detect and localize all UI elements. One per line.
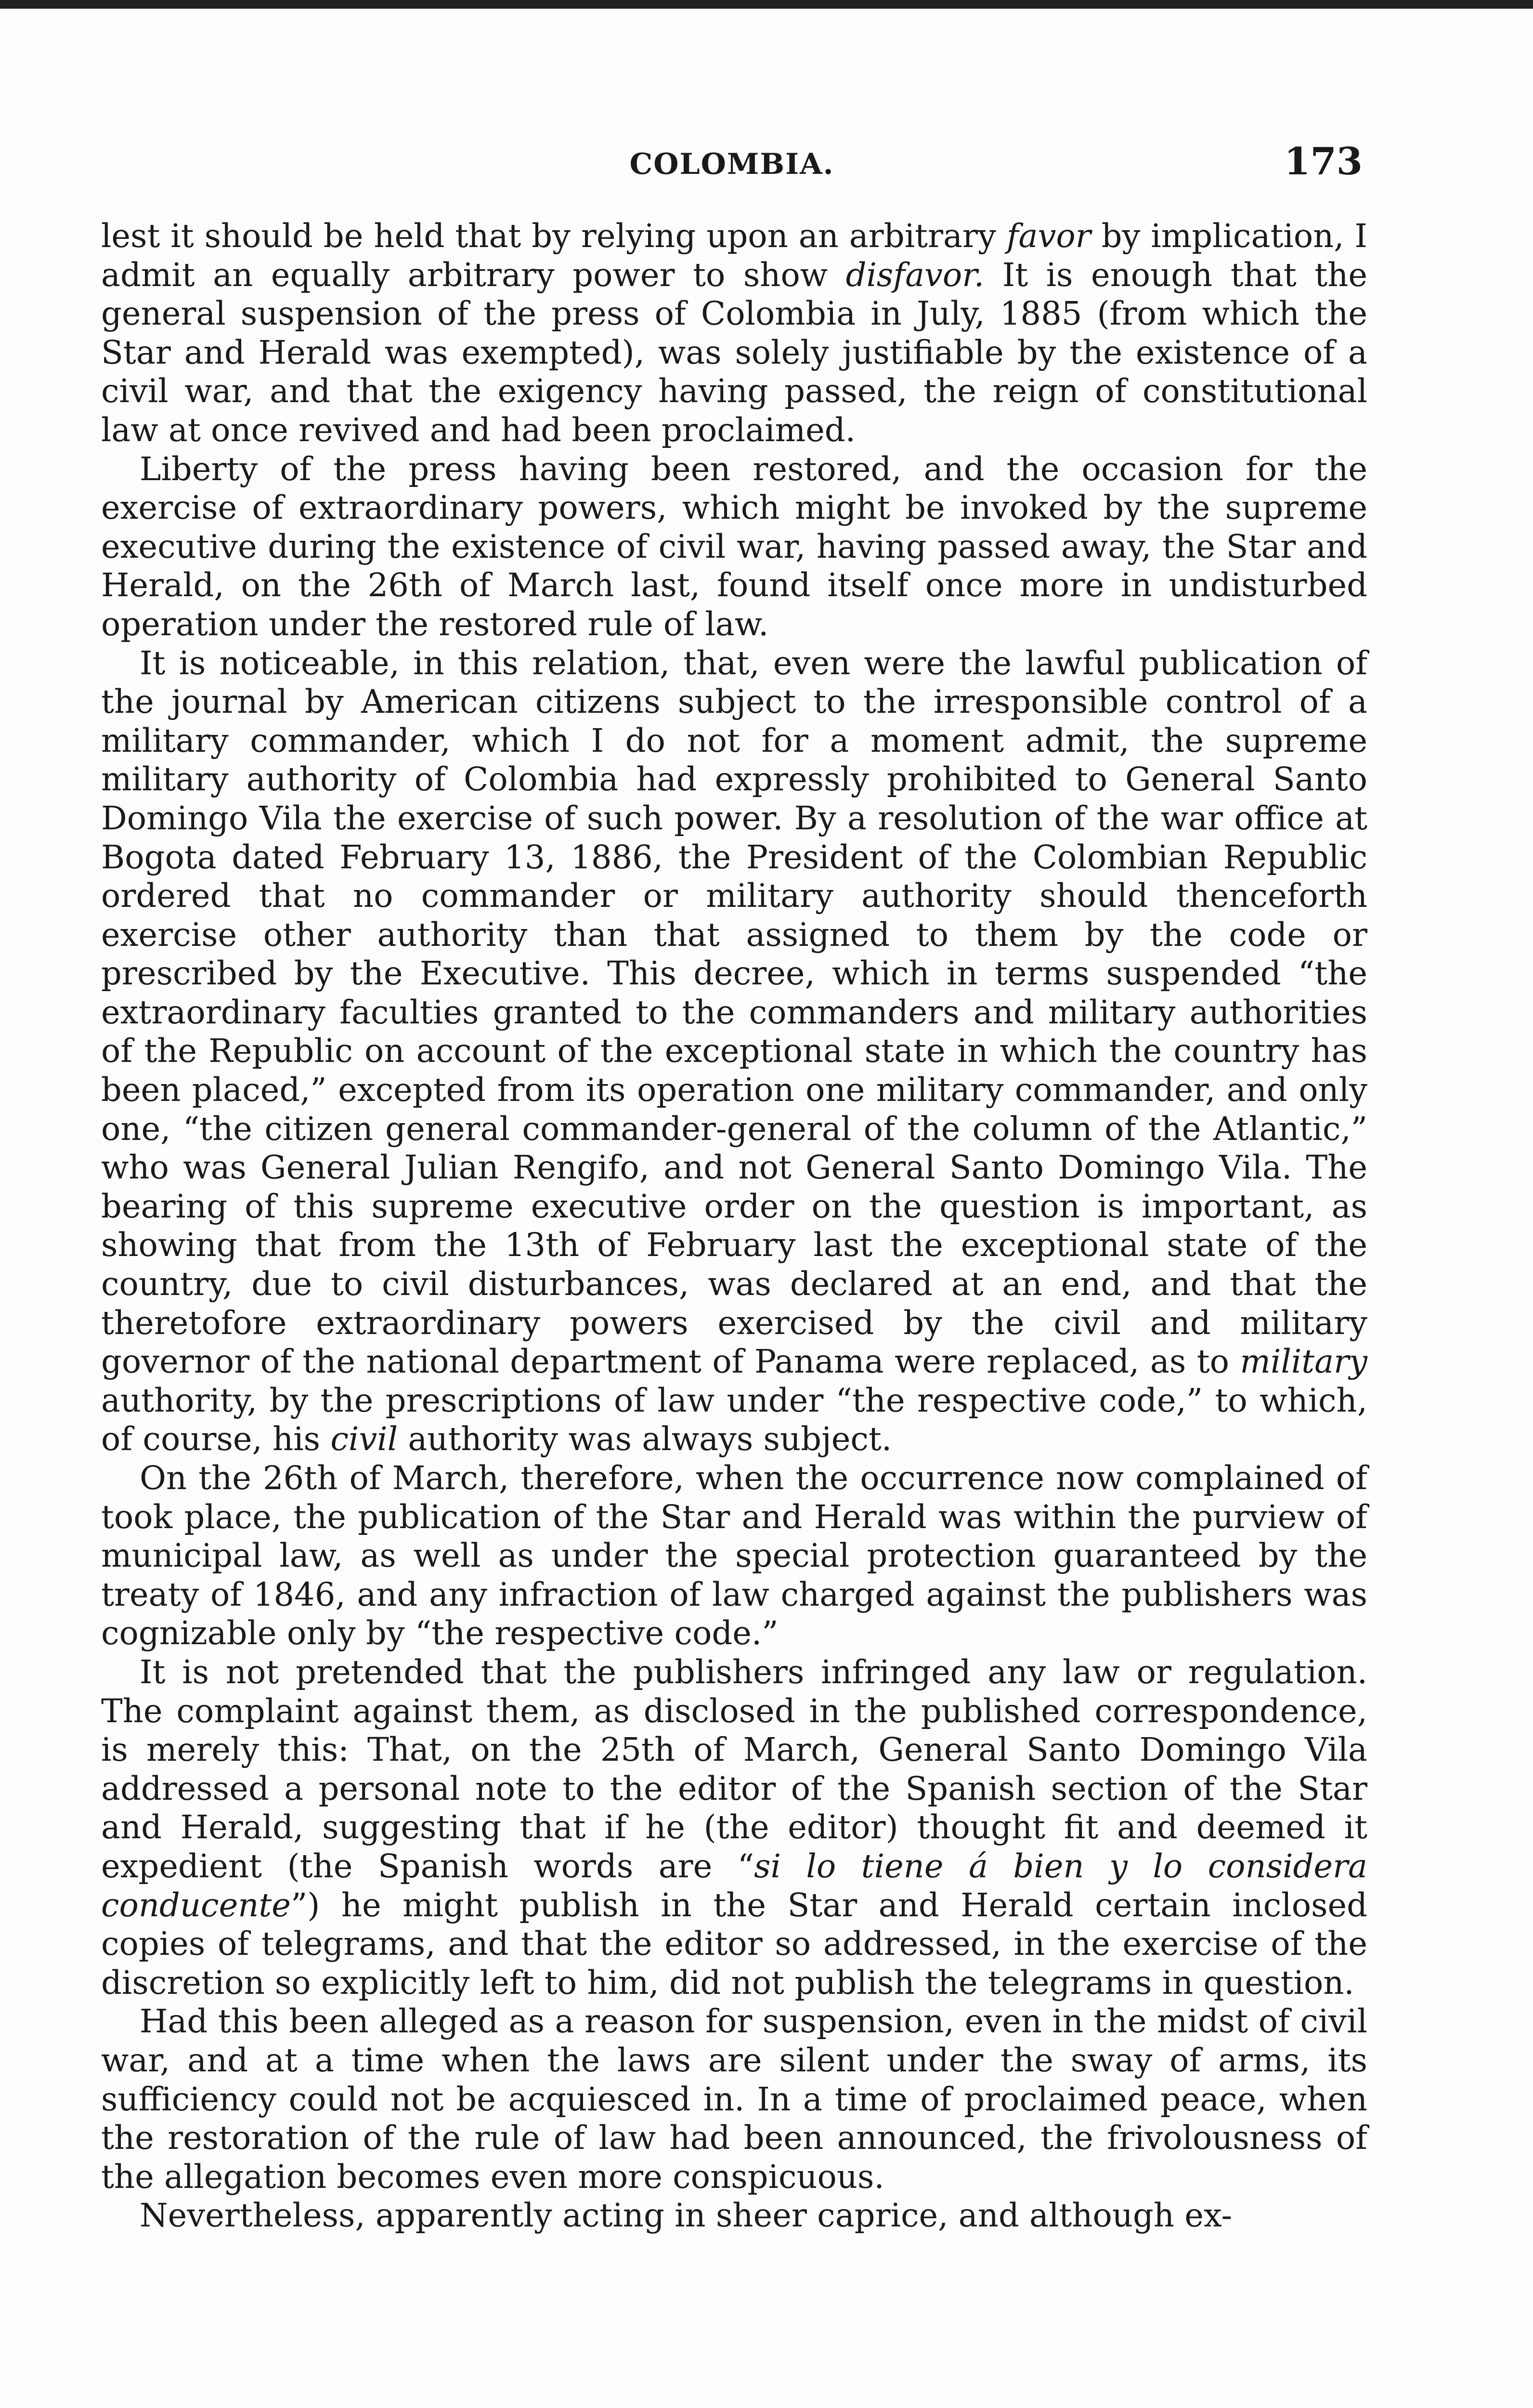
page-number: 173 (1284, 140, 1363, 183)
text-run: On the 26th of March, therefore, when the occurrence now complained of took place, the publication of the Star and Herald was within the purview of municipal law, as well as under the special protection guaranteed by the treaty of 1846, and any infraction of law charged against the publishers was cognizable only by “the respective code.” (101, 1459, 1367, 1652)
text-run: lest it should be held that by relying upon an arbitrary (101, 217, 1007, 255)
text-run: by implication, I admit an equally arbitrary power to show (101, 217, 1367, 294)
paragraph-5 (101, 1653, 1367, 2002)
paragraph-4 (101, 1459, 1367, 1653)
paragraph-7 (101, 2196, 1367, 2235)
page-header (101, 140, 1363, 193)
text-run: Had this been alleged as a reason for suspension, even in the midst of civil war, and at a time when the laws are silent under the sway of arms, its sufficiency could not be acquiesced in. In a time of proclaimed peace, when the restoration of the rule of law had been announced, the frivolousness of the allegation becomes even more conspicuous. (101, 2002, 1367, 2196)
italic-run: disfavor. (845, 256, 985, 294)
text-run: ”) he might publish in the Star and Herald certain inclosed copies of telegrams, and that the editor so addressed, in the exercise of the discretion so explicitly left to him, did not publish the telegrams in question. (101, 1886, 1367, 2002)
paragraph-1 (101, 217, 1367, 450)
body-text (101, 217, 1367, 2235)
italic-run: si lo tiene á bien y lo considera conducente (101, 1847, 1367, 1924)
paragraph-2 (101, 450, 1367, 644)
text-run: It is noticeable, in this relation, that, even were the lawful publication of the journal by American citizens subject to the irresponsible control of a military commander, which I do not for a moment admit, the supreme military authority of Colombia had expressly prohibited to General Santo Domingo Vila the exercise of such power. By a resolution of the war office at Bogota dated February 13, 1886, the President of the Colombian Republic ordered that no commander or military authority should thenceforth exercise other authority than that assigned to them by the code or prescribed by the Executive. This decree, which in terms suspended “the extraordinary faculties granted to the commanders and military authorities of the Republic on account of the exceptional state in which the country has been placed,” excepted from its operation one military commander, and only one, “the citizen general commander-general of the column of the Atlantic,” who was General Julian Rengifo, and not General Santo Domingo Vila. The bearing of this supreme executive order on the question is important, as showing that from the 13th of February last the exceptional state of the country, due to civil disturbances, was declared at an end, and that the theretofore extraordinary powers exercised by the civil and military governor of the national department of Panama were replaced, as to (101, 644, 1367, 1381)
text-run: It is not pretended that the publishers infringed any law or regulation. The complaint against them, as disclosed in the published correspondence, is merely this: That, on the 25th of March, General Santo Domingo Vila addressed a personal note to the editor of the Spanish section of the Star and Herald, suggesting that if he (the editor) thought fit and deemed it expedient (the Spanish words are “ (101, 1653, 1367, 1885)
top-edge-rule (0, 0, 1533, 9)
italic-run: favor (1006, 217, 1091, 255)
text-run: Liberty of the press having been restored, and the occasion for the exercise of extraordinary powers, which might be invoked by the supreme executive during the existence of civil war, having passed away, the Star and Herald, on the 26th of March last, found itself once more in undisturbed operation under the restored rule of law. (101, 450, 1367, 643)
text-run: Nevertheless, apparently acting in sheer caprice, and although ex- (140, 2197, 1233, 2235)
paragraph-3 (101, 644, 1367, 1459)
italic-run: military (1240, 1343, 1367, 1381)
italic-run: civil (330, 1420, 398, 1458)
running-title: COLOMBIA. (629, 147, 834, 181)
paragraph-6 (101, 2002, 1367, 2196)
text-run: authority was always subject. (398, 1420, 892, 1458)
text-run: It is enough that the general suspension of the press of Colombia in July, 1885 (from which the Star and Herald was exempted), was solely justifiable by the existence of a civil war, and that the exigency having passed, the reign of constitutional law at once revived and had been proclaimed. (101, 256, 1367, 449)
text-run: authority, by the prescriptions of law under “the respective code,” to which, of course, his (101, 1381, 1367, 1458)
